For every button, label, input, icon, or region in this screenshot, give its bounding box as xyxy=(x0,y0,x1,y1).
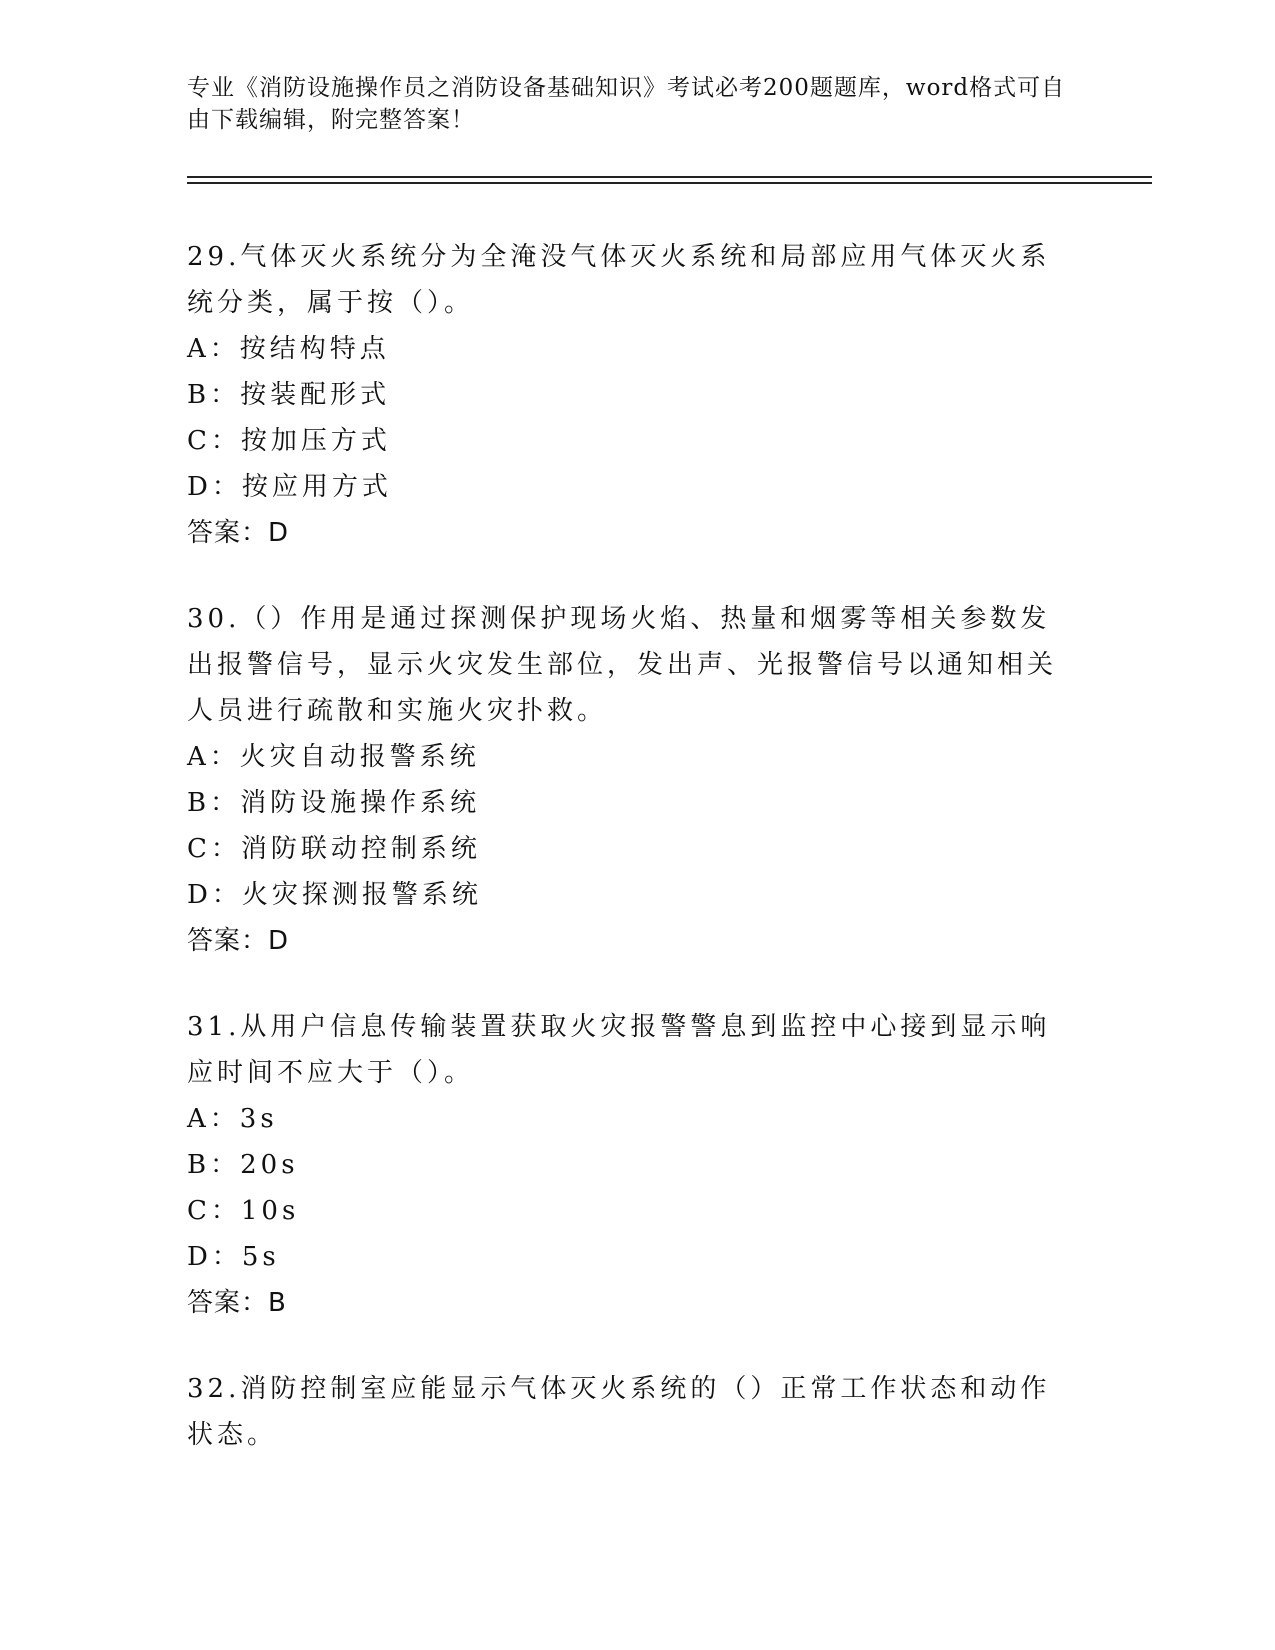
question-30 xyxy=(187,596,1077,964)
question-stem: 31.从用户信息传输装置获取火灾报警警息到监控中心接到显示响应时间不应大于（）。 xyxy=(187,1012,1051,1088)
question-stem: 32.消防控制室应能显示气体灭火系统的（）正常工作状态和动作状态。 xyxy=(187,1374,1051,1450)
question-stem: 30.（）作用是通过探测保护现场火焰、热量和烟雾等相关参数发出报警信号，显示火灾发生部位，发出声、光报警信号以通知相关人员进行疏散和实施火灾扑救。 xyxy=(187,604,1058,726)
question-list xyxy=(187,234,1077,1498)
question-stem: 29.气体灭火系统分为全淹没气体灭火系统和局部应用气体灭火系统分类，属于按（）。 xyxy=(187,242,1051,318)
question-31 xyxy=(187,1004,1077,1326)
option-a: A：按结构特点 xyxy=(187,334,390,364)
option-c: C：消防联动控制系统 xyxy=(187,834,481,864)
option-a: A：火灾自动报警系统 xyxy=(187,742,480,772)
option-d: D：按应用方式 xyxy=(187,472,392,502)
option-a: A：3s xyxy=(187,1104,278,1134)
answer: 答案：D xyxy=(187,926,290,956)
option-b: B：消防设施操作系统 xyxy=(187,788,481,818)
header-divider-top xyxy=(187,176,1152,178)
option-d: D：5s xyxy=(187,1242,280,1272)
answer: 答案：D xyxy=(187,518,290,548)
question-29 xyxy=(187,234,1077,556)
document-header: 专业《消防设施操作员之消防设备基础知识》考试必考200题题库，word格式可自由下载编辑，附完整答案！ xyxy=(187,75,1066,133)
option-b: B：20s xyxy=(187,1150,299,1180)
answer: 答案：B xyxy=(187,1288,287,1318)
option-b: B：按装配形式 xyxy=(187,380,391,410)
option-d: D：火灾探测报警系统 xyxy=(187,880,482,910)
option-c: C：10s xyxy=(187,1196,300,1226)
header-divider-bottom xyxy=(187,182,1152,184)
option-c: C：按加压方式 xyxy=(187,426,391,456)
question-32 xyxy=(187,1366,1077,1458)
